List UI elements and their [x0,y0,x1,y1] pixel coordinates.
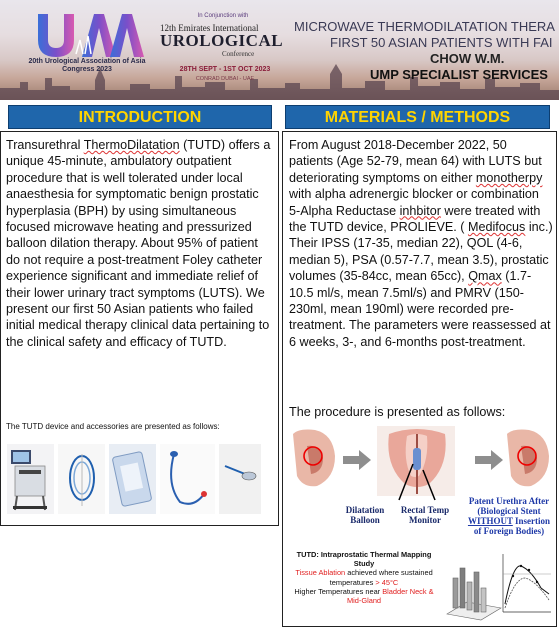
conference-venue: CONRAD DUBAI - UAE [195,76,255,82]
prostate-during-image [377,426,455,496]
rectal-probe-photo [219,444,261,514]
uro-logo-word [160,31,283,51]
uaa-logo [30,10,150,60]
balloon-catheter-photo [160,444,215,514]
procedure-intro: The procedure is presented as follows: [289,405,506,419]
introduction-paragraph: Transurethral ThermoDilatation (TUTD) offers a unique 45-minute, ambulatory outpatient procedure that is well tolerated under local anaesthesia for symptomatic benign prostatic hyperplasia (BPH) by using simultaneous focused microwave heating and pressurized balloon dilation therapy. About 95% of patient do not require a post-treatment Foley catheter experience significant and immediate relief of their lower urinary tract symptoms (LUTS). We present our first 50 Asian patients who failed initial medical therapy clinical data pertaining to the clinical safety and efficacy of TUTD. [6,138,271,349]
uro-word-text: UROLOGICAL [160,31,284,50]
device-caption: The TUTD device and accessories are presented as follows: [6,422,220,431]
svg-text:UAA: UAA [90,38,93,39]
arrow-right-icon [475,450,503,470]
title-line-1: MICROWAVE THERMODILATATION THERA [294,19,555,34]
prostate-before-image [293,430,335,487]
prostate-after-image [507,430,549,487]
conjunction-text: In Conjunction with [197,13,249,19]
conference-dates: 28TH SEPT - 1ST OCT 2023 [179,66,271,73]
methods-paragraph: From August 2018-December 2022, 50 patients (Age 52-79, mean 64) with LUTS but deteriorating symptoms on either monotherpy with alpha adrenergic blocker or combination 5-Alpha Reductase inhbitor were treated with the TUTD device, PROLIEVE. ( Medifocus inc.) Their IPSS (17-35, median 22), QOL (4-6, median 5), PSA (0.57-7.7, mean 3.5), prostatic volumes (35-84cc, mean 65cc), Qmax (1.7-10.5 ml/s, mean 7.5ml/s) and PMRV (150-230ml, mean 190ml) were recorded pre-treatment. The parameters were reassessed at 6 weeks, 3-, and 6-months post-treatment. [289,138,553,349]
arrow-right-icon [343,450,371,470]
methods-box [282,131,557,627]
procedure-diagram [289,426,553,502]
introduction-box [0,131,279,526]
methods-heading: MATERIALS / METHODS [285,105,550,129]
tutd-console-photo [7,444,54,514]
uro-conference: Conference [222,50,255,58]
label-patent-urethra: Patent Urethra After (Biological Stent WITHOUT Insertion of Foreign Bodies) [467,496,551,536]
author-name: CHOW W.M. [430,51,505,66]
sterile-pack-photo [109,444,156,514]
catheter-coil-photo [58,444,105,514]
label-rectal-temp-monitor: Rectal Temp Monitor [400,505,450,525]
org-name: 20th Urological Association of Asia Congress 2023 [28,58,146,73]
poster-title-block [290,19,559,83]
header-banner [0,0,559,100]
introduction-heading: INTRODUCTION [8,105,272,129]
author-affiliation: UMP SPECIALIST SERVICES [370,67,548,82]
uro-edition: 12th Emirates International [160,23,259,33]
title-line-2: FIRST 50 ASIAN PATIENTS WITH FAI [330,35,553,50]
label-dilatation-balloon: Dilatation Balloon [345,505,385,525]
thermal-mapping-text: TUTD: Intraprostatic Thermal Mapping Study Tissue Ablation achieved where sustained temperatures > 45°C Higher Temperatures near Bladder Neck & Mid-Gland [294,550,434,606]
thermal-mapping-chart-image [441,544,553,624]
